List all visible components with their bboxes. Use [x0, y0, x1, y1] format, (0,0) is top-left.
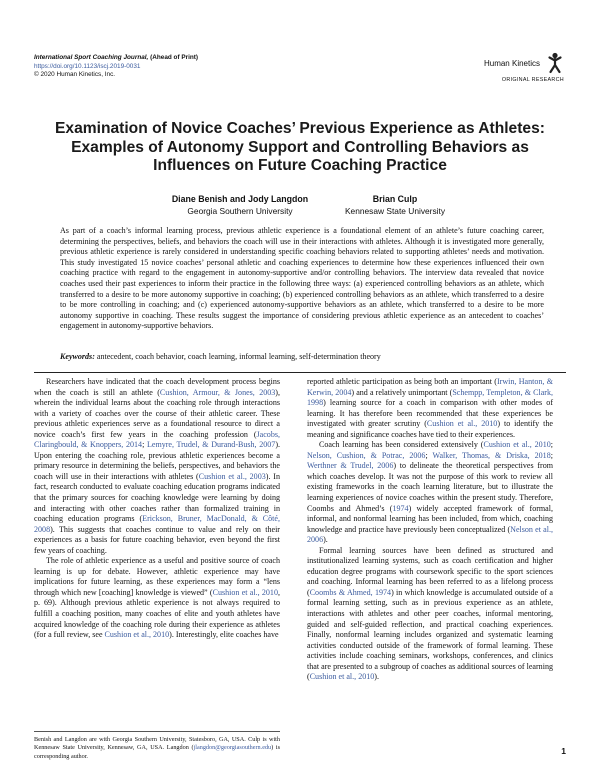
- email-link[interactable]: jlangdon@georgiasouthern.edu: [193, 744, 272, 752]
- paragraph: [34, 377, 280, 556]
- text-run: ). Interestingly, elite coaches have: [169, 630, 279, 640]
- citation-link[interactable]: 1974: [392, 503, 409, 513]
- text-run: , p. 69). Although previous athletic experience is not always required to fulfill a coaching position, many coaches of elite and youth athletes have acquired knowledge of the coaching role during their experience as athletes (for a full review, see: [34, 587, 280, 640]
- abstract: As part of a coach’s informal learning process, previous athletic experience is a foundational element of an athlete’s future coaching career, determining the perspectives, beliefs, and behaviors the coach will use in their interactions with athletes. Although it is investigated more generally, previous athletic experience is rarely considered in understanding specific coaching behaviors related to supporting athletes’ needs and motivation. This study investigated 15 novice coaches’ personal athletic and coaching experiences to determine how these experiences influenced their own coaching practice with regard to the engagement in autonomy-supportive and/or controlling behaviors. The interview data revealed that novice coaches used their past experiences to inform their practice in the following three ways: (a) experienced controlling behaviors as an athlete, which transferred to a desire to be more autonomy supportive in coaching; (b) experienced controlling behaviors as an athlete, which transferred to a desire to be more controlling in coaching; and (c) experienced autonomy-supportive behaviors as an athlete, which transferred to a desire to be more autonomy supportive in coaching. These results suggest the importance of considering previous athletic experience as an antecedent to coaches’ engagement in autonomy-supportive behaviors.: [60, 226, 544, 331]
- text-run: ) to delineate the theoretical perspectives from which coaches develop. It was not the purpose of this work to review all existing frameworks in the coach learning literature, but to illustrate the learning experiences of novice coaches within the present study. Therefore, Coombs and Ahmed’s (: [307, 461, 554, 513]
- citation-link[interactable]: Cushion et al., 2003: [198, 471, 266, 481]
- author-affiliation: Georgia Southern University: [187, 206, 293, 216]
- text-run: ). In fact, research conducted to evaluate coaching education programs indicated that the primary sources for coaching knowledge were learning by doing and interacting with other coaches rather than formalized training in coaching education programs (: [34, 471, 280, 524]
- keywords-label: Keywords:: [60, 352, 95, 361]
- section-divider: [34, 372, 566, 373]
- body-column-left: [34, 377, 280, 641]
- citation-link[interactable]: Cushion et al., 2010: [309, 672, 375, 682]
- citation-link[interactable]: Cushion et al., 2010: [426, 419, 498, 429]
- text-run: ) to identify the meaning and significance coaches have tied to their experiences.: [307, 419, 553, 439]
- text-run: ) in which knowledge is accumulated outside of a formal learning setting, such as in previous experience as an athlete, interactions with athletes and other peer coaches, informal mentoring, guided and self-guided reflection, and practical coaching experiences. Finally, nonformal learning includes organized and systematic learning activities conducted outside of the framework of formal learning. These activities include coaching seminars, workshops, conferences, and clinics that are presented to a subgroup of coaches as additional sources of learning (: [307, 587, 553, 682]
- journal-issue: (Ahead of Print): [148, 54, 199, 61]
- citation-link[interactable]: Walker, Thomas, & Driska, 2018: [432, 450, 551, 460]
- page-number: 1: [561, 746, 566, 756]
- text-run: Coach learning has been considered extensively (: [319, 440, 484, 450]
- citation-link[interactable]: Erickson, Bruner, MacDonald, & Côté, 2008: [34, 514, 280, 534]
- copyright: © 2020 Human Kinetics, Inc.: [34, 71, 116, 79]
- text-run: ) learning source for a coach in comparison with other modes of learning. It has therefore been recommended that these experiences be investigated with greater scrutiny (: [307, 398, 553, 429]
- citation-link[interactable]: Schempp, Templeton, & Clark, 1998: [307, 387, 554, 408]
- citation-link[interactable]: Jacobs, Claringbould, & Knoppers, 2014: [34, 429, 280, 450]
- publisher-name: Human Kinetics: [483, 58, 540, 68]
- citation-link[interactable]: Nelson, Cushion, & Potrac, 2006: [307, 450, 426, 460]
- citation-link[interactable]: Cushion et al., 2010: [483, 440, 551, 450]
- article-title: Examination of Novice Coaches’ Previous Experience as Athletes: Examples of Autonomy Support and Controlling Behaviors as Influences on Future Coaching Practice: [55, 120, 545, 174]
- citation-link[interactable]: Cushion et al., 2010: [212, 587, 278, 597]
- text-run: ). This suggests that coaches continue to value and rely on their experiences as a basis for future coaching behavior, even beyond the first few years of coaching.: [34, 524, 280, 555]
- keywords-text: antecedent, coach behavior, coach learning, informal learning, self-determination theory: [94, 352, 381, 361]
- text-run: ) widely accepted framework of formal, informal, and nonformal learning has been included, from which, coaching knowledge and practice have previously been conceptualized (: [307, 503, 553, 534]
- text-run: ;: [550, 440, 553, 450]
- text-run: ).: [374, 672, 379, 682]
- text-run: ). Upon entering the coaching role, previous athletic experiences become a primary resource in determining the beliefs, perspectives, and behaviors the coach will use in their interactions with athletes (: [34, 440, 281, 481]
- text-run: ;: [550, 450, 553, 460]
- text-run: ) and a relatively unimportant (: [351, 387, 453, 397]
- journal-name: International Sport Coaching Journal,: [34, 54, 149, 61]
- paragraph: [307, 377, 553, 440]
- citation-link[interactable]: Lemyre, Trudel, & Durand-Bush, 2007: [146, 440, 276, 450]
- author-group-2: [325, 194, 465, 216]
- human-kinetics-logo-icon: [546, 52, 564, 74]
- paragraph: [34, 556, 280, 640]
- footnote-tail: ) is corresponding author.: [34, 744, 281, 760]
- keywords: [60, 352, 544, 361]
- text-run: Researchers have indicated that the coach development process begins when the coach is still an athlete (: [34, 377, 280, 397]
- citation-link[interactable]: Coombs & Ahmed, 1974: [309, 587, 392, 597]
- journal-header: [34, 54, 198, 80]
- footnote: [34, 736, 280, 761]
- text-run: ;: [425, 450, 433, 460]
- paragraph: [307, 440, 553, 545]
- author-affiliation: Kennesaw State University: [344, 206, 446, 216]
- text-run: reported athletic participation as being both an important (: [307, 377, 497, 386]
- text-run: ).: [323, 535, 328, 545]
- text-run: The role of athletic experience as a useful and positive source of coach learning is up for debate. However, athletic experience may have implications for future learning, as these experiences may form a “lens through which new [coaching] knowledge is viewed” (: [34, 556, 280, 597]
- citation-link[interactable]: Cushion, Armour, & Jones, 2003: [159, 387, 276, 397]
- citation-link[interactable]: Irwin, Hanton, & Kerwin, 2004: [307, 377, 553, 397]
- section-label: ORIGINAL RESEARCH: [501, 77, 564, 83]
- doi-link[interactable]: https://doi.org/10.1123/iscj.2019-0031: [34, 62, 141, 70]
- author-names: Diane Benish and Jody Langdon: [171, 194, 309, 204]
- body-column-right: [307, 377, 553, 683]
- publisher-logo: [484, 52, 564, 83]
- paragraph: [307, 546, 553, 683]
- text-run: Formal learning sources have been defined as structured and institutionalized learning systems, such as coach certification and higher education degree programs with coursework specific to the sport sciences and coaching. Informal learning has been referred to as a lifelong process (: [307, 545, 553, 597]
- text-run: ;: [142, 440, 147, 450]
- footnote-text: Benish and Langdon are with Georgia Southern University, Statesboro, GA, USA. Culp is with Kennesaw State University, Kennesaw, GA, USA. Langdon (: [34, 736, 280, 752]
- author-names: Brian Culp: [372, 194, 418, 204]
- citation-link[interactable]: Cushion et al., 2010: [104, 630, 170, 640]
- footnote-divider: [34, 731, 280, 732]
- citation-link[interactable]: Werthner & Trudel, 2006: [307, 461, 394, 471]
- text-run: ), wherein the individual learns about the coaching role through interactions with a variety of coaches over the course of their athletic career. These previous athletic experiences serve as a foundational resource to direct a novice coach’s first few years in the coaching profession (: [34, 387, 280, 439]
- author-group-1: [140, 194, 340, 216]
- citation-link[interactable]: Nelson et al., 2006: [307, 524, 553, 545]
